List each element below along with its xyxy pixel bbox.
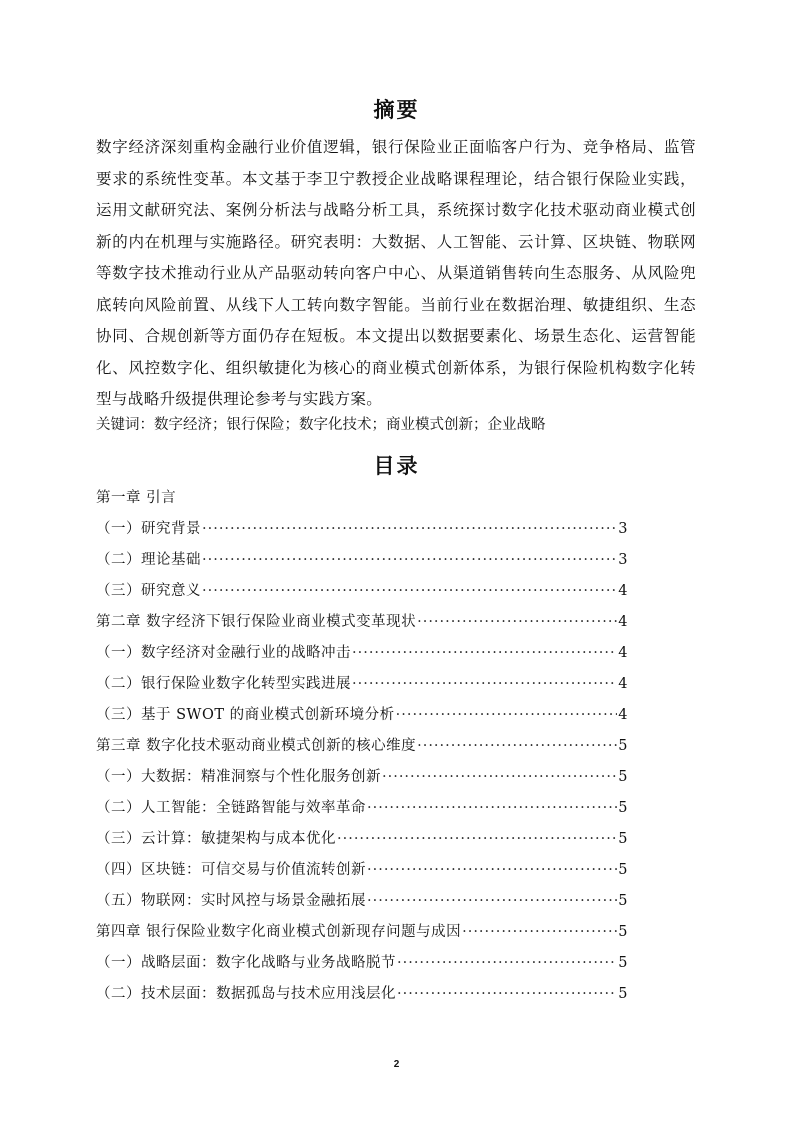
- toc-leader-dots: [397, 986, 617, 1002]
- toc-entry-page: 5: [618, 800, 628, 816]
- toc-entry-label: 第二章 数字经济下银行保险业商业模式变革现状: [96, 614, 417, 630]
- abstract-body: 数字经济深刻重构金融行业价值逻辑，银行保险业正面临客户行为、竞争格局、监管要求的系统性变革。本文基于李卫宁教授企业战略课程理论，结合银行保险业实践，运用文献研究法、案例分析法与战略分析工具，系统探讨数字化技术驱动商业模式创新的内在机理与实施路径。研究表明：大数据、人工智能、云计算、区块链、物联网等数字技术推动行业从产品驱动转向客户中心、从渠道销售转向生态服务、从风险兜底转向风险前置、从线下人工转向数字智能。当前行业在数据治理、敏捷组织、生态协同、合规创新等方面仍存在短板。本文提出以数据要素化、场景生态化、运营智能化、风控数字化、组织敏捷化为核心的商业模式创新体系，为银行保险机构数字化转型与战略升级提供理论参考与实践方案。: [96, 138, 696, 408]
- toc-entry-page: 4: [618, 707, 628, 723]
- toc-entry-label: （一）研究背景: [96, 521, 201, 537]
- toc-leader-dots: [202, 583, 617, 599]
- table-of-contents: [96, 486, 628, 1013]
- toc-entry[interactable]: [96, 982, 628, 1013]
- toc-title: 目录: [373, 454, 420, 478]
- toc-entry-page: 5: [618, 924, 628, 940]
- toc-entry-page: 3: [618, 521, 628, 537]
- toc-entry[interactable]: [96, 672, 628, 703]
- toc-leader-dots: [202, 552, 617, 568]
- toc-entry-label: （二）技术层面：数据孤岛与技术应用浅层化: [96, 986, 396, 1002]
- toc-leader-dots: [352, 676, 617, 692]
- toc-leader-dots: [397, 955, 617, 971]
- toc-entry-label: （二）银行保险业数字化转型实践进展: [96, 676, 351, 692]
- toc-entry-page: 5: [618, 862, 628, 878]
- abstract-title: 摘要: [373, 98, 420, 122]
- toc-entry-page: 5: [618, 738, 628, 754]
- toc-leader-dots: [417, 738, 617, 754]
- toc-entry[interactable]: [96, 703, 628, 734]
- toc-entry[interactable]: [96, 827, 628, 858]
- toc-entry-label: 第三章 数字化技术驱动商业模式创新的核心维度: [96, 738, 417, 754]
- toc-entry[interactable]: [96, 920, 628, 951]
- toc-entry-label: （一）数字经济对金融行业的战略冲击: [96, 645, 351, 661]
- toc-entry-label: （三）云计算：敏捷架构与成本优化: [96, 831, 336, 847]
- toc-entry[interactable]: [96, 951, 628, 982]
- toc-entry[interactable]: [96, 610, 628, 641]
- toc-entry-label: （三）研究意义: [96, 583, 201, 599]
- toc-entry-label: （一）战略层面：数字化战略与业务战略脱节: [96, 955, 396, 971]
- toc-entry-label: （二）理论基础: [96, 552, 201, 568]
- toc-leader-dots: [382, 769, 617, 785]
- toc-entry-label: （三）基于 SWOT 的商业模式创新环境分析: [96, 707, 395, 723]
- toc-leader-dots: [396, 707, 618, 723]
- toc-entry-label: （一）大数据：精准洞察与个性化服务创新: [96, 769, 381, 785]
- toc-leader-dots: [337, 831, 617, 847]
- toc-entry-page: 5: [618, 955, 628, 971]
- toc-entry-label: 第一章 引言: [96, 490, 177, 506]
- toc-entry-page: 5: [618, 831, 628, 847]
- toc-leader-dots: [352, 645, 617, 661]
- toc-entry-page: 5: [618, 769, 628, 785]
- toc-entry-page: 5: [618, 986, 628, 1002]
- toc-entry[interactable]: [96, 796, 628, 827]
- toc-entry-page: 4: [618, 614, 628, 630]
- toc-entry-page: 5: [618, 893, 628, 909]
- toc-entry[interactable]: [96, 734, 628, 765]
- page-number: 2: [393, 1059, 400, 1070]
- keywords-line: 关键词：数字经济；银行保险；数字化技术；商业模式创新；企业战略: [96, 417, 546, 433]
- toc-entry-page: 4: [618, 645, 628, 661]
- toc-entry-page: 4: [618, 583, 628, 599]
- toc-entry-page: 4: [618, 676, 628, 692]
- toc-leader-dots: [367, 800, 617, 816]
- toc-leader-dots: [462, 924, 617, 940]
- toc-entry[interactable]: [96, 548, 628, 579]
- toc-leader-dots: [367, 893, 617, 909]
- toc-leader-dots: [367, 862, 617, 878]
- toc-entry-page: 3: [618, 552, 628, 568]
- toc-entry[interactable]: [96, 765, 628, 796]
- toc-entry[interactable]: [96, 858, 628, 889]
- toc-entry-label: 第四章 银行保险业数字化商业模式创新现存问题与成因: [96, 924, 462, 940]
- toc-leader-dots: [417, 614, 617, 630]
- toc-entry[interactable]: [96, 641, 628, 672]
- toc-entry[interactable]: [96, 486, 628, 517]
- toc-entry[interactable]: [96, 579, 628, 610]
- toc-leader-dots: [202, 521, 617, 537]
- toc-entry-label: （二）人工智能：全链路智能与效率革命: [96, 800, 366, 816]
- toc-entry[interactable]: [96, 889, 628, 920]
- toc-entry-label: （五）物联网：实时风控与场景金融拓展: [96, 893, 366, 909]
- toc-entry[interactable]: [96, 517, 628, 548]
- toc-entry-label: （四）区块链：可信交易与价值流转创新: [96, 862, 366, 878]
